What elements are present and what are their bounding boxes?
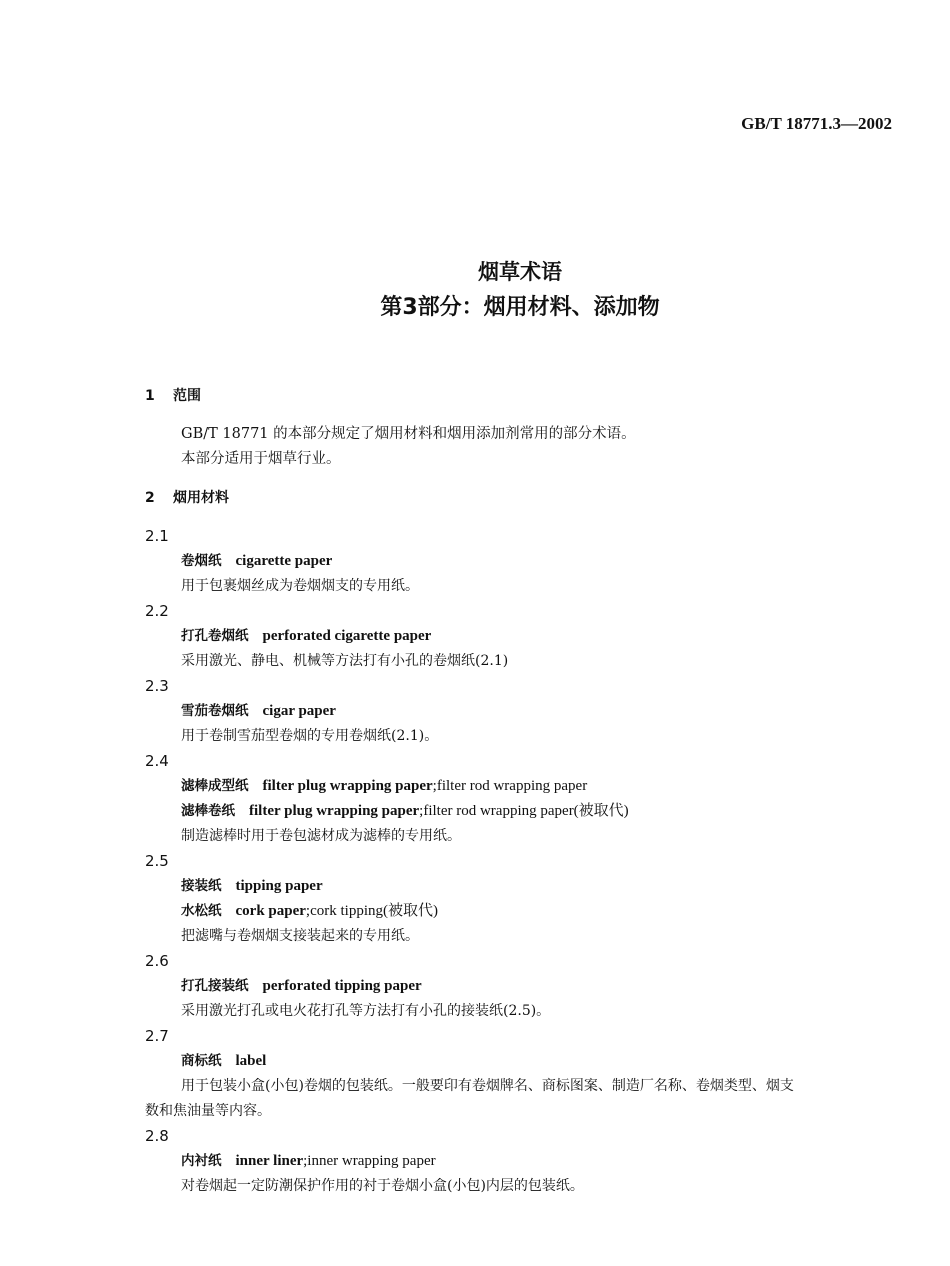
term-chinese: 卷烟纸: [181, 553, 222, 569]
document-subtitle: 第3部分：烟用材料、添加物: [380, 295, 660, 320]
term-english-alt: ;filter rod wrapping paper: [432, 778, 588, 794]
term-definition: 用于包装小盒(小包)卷烟的包装纸。一般要印有卷烟牌名、商标图案、制造厂名称、卷烟类型、烟支: [181, 1078, 794, 1094]
term-number: 2.4: [145, 752, 169, 770]
term-entry-deprecated: [145, 899, 895, 924]
standard-code: GB/T 18771.3—2002: [741, 114, 892, 133]
section-heading-scope: [145, 382, 895, 410]
term-number: 2.6: [145, 952, 169, 970]
term-english-alt: ;cork tipping(被取代): [305, 903, 438, 919]
term-entry: [145, 774, 895, 799]
term-definition: 采用激光、静电、机械等方法打有小孔的卷烟纸(2.1): [181, 653, 509, 669]
term-english: tipping paper: [235, 878, 323, 894]
section-heading-materials: [145, 484, 895, 512]
scope-paragraph-2: 本部分适用于烟草行业。: [181, 451, 341, 467]
term-entry: [145, 699, 895, 724]
term-english-alt: ;inner wrapping paper: [303, 1153, 436, 1169]
term-definition: 制造滤棒时用于卷包滤材成为滤棒的专用纸。: [181, 828, 461, 844]
term-english: cork paper: [235, 903, 306, 919]
term-entry: [145, 874, 895, 899]
term-chinese: 水松纸: [181, 903, 222, 919]
scope-paragraph-1: GB/T 18771 的本部分规定了烟用材料和烟用添加剂常用的部分术语。: [181, 426, 636, 442]
term-definition: 用于包裹烟丝成为卷烟烟支的专用纸。: [181, 578, 419, 594]
term-english: cigar paper: [262, 703, 336, 719]
term-number: 2.2: [145, 602, 169, 620]
term-chinese: 雪茄卷烟纸: [181, 703, 249, 719]
term-entry-deprecated: [145, 799, 895, 824]
term-number: 2.7: [145, 1027, 169, 1045]
term-english: cigarette paper: [235, 553, 333, 569]
term-english: inner liner: [235, 1153, 304, 1169]
term-english: filter plug wrapping paper: [249, 803, 420, 819]
term-chinese: 滤棒成型纸: [181, 778, 249, 794]
section-title: 范围: [173, 388, 201, 404]
section-number: 1: [145, 388, 155, 404]
term-entry: [145, 624, 895, 649]
term-definition-continued: 数和焦油量等内容。: [145, 1103, 271, 1119]
document-body: [145, 382, 895, 1199]
term-chinese: 滤棒卷纸: [181, 803, 235, 819]
term-definition: 把滤嘴与卷烟烟支接装起来的专用纸。: [181, 928, 419, 944]
section-title: 烟用材料: [173, 490, 229, 506]
term-english: filter plug wrapping paper: [262, 778, 433, 794]
term-definition: 采用激光打孔或电火花打孔等方法打有小孔的接装纸(2.5)。: [181, 1003, 551, 1019]
term-chinese: 内衬纸: [181, 1153, 222, 1169]
term-chinese: 打孔接装纸: [181, 978, 249, 994]
term-chinese: 接装纸: [181, 878, 222, 894]
term-english-alt: ;filter rod wrapping paper(被取代): [419, 803, 629, 819]
term-number: 2.8: [145, 1127, 169, 1145]
term-entry: [145, 1049, 895, 1074]
term-number: 2.3: [145, 677, 169, 695]
term-english: perforated tipping paper: [262, 978, 422, 994]
term-entry: [145, 549, 895, 574]
term-english: perforated cigarette paper: [262, 628, 432, 644]
term-entry: [145, 1149, 895, 1174]
term-chinese: 打孔卷烟纸: [181, 628, 249, 644]
term-chinese: 商标纸: [181, 1053, 222, 1069]
document-title: 烟草术语: [478, 260, 562, 284]
term-number: 2.5: [145, 852, 169, 870]
term-definition: 用于卷制雪茄型卷烟的专用卷烟纸(2.1)。: [181, 728, 439, 744]
term-definition: 对卷烟起一定防潮保护作用的衬于卷烟小盒(小包)内层的包装纸。: [181, 1178, 584, 1194]
term-number: 2.1: [145, 527, 169, 545]
section-number: 2: [145, 490, 155, 506]
term-entry: [145, 974, 895, 999]
term-english: label: [235, 1053, 267, 1069]
